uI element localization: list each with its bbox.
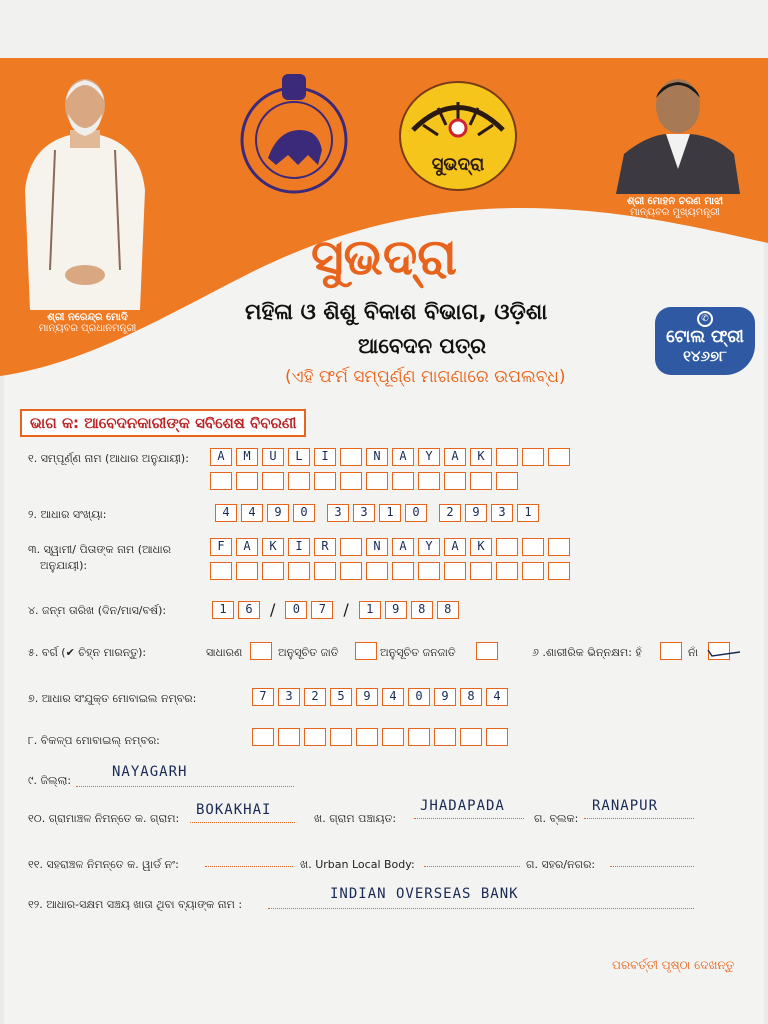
char-box[interactable] <box>522 538 544 556</box>
char-box[interactable]: 7 <box>311 601 333 619</box>
char-box[interactable]: 2 <box>439 504 461 522</box>
char-box[interactable]: Y <box>418 538 440 556</box>
char-box[interactable] <box>460 728 482 746</box>
ward-line <box>205 866 293 867</box>
section-a-heading: ଭାଗ କ: ଆବେଦନକାରୀଙ୍କ ସବିଶେଷ ବିବରଣୀ <box>20 409 306 437</box>
bank-value[interactable]: INDIAN OVERSEAS BANK <box>330 886 519 902</box>
char-box[interactable]: 0 <box>405 504 427 522</box>
char-box[interactable]: Y <box>418 448 440 466</box>
char-box[interactable]: N <box>366 448 388 466</box>
char-box[interactable]: F <box>210 538 232 556</box>
dob-label: ୪. ଜନ୍ମ ତାରିଖ (ଦିନ/ମାସ/ବର୍ଷ): <box>28 604 167 617</box>
char-box[interactable]: U <box>262 448 284 466</box>
district-line <box>76 786 294 787</box>
village-value[interactable]: BOKAKHAI <box>196 802 272 818</box>
aadhaar-group <box>215 504 315 522</box>
char-box[interactable] <box>470 562 492 580</box>
char-box[interactable] <box>548 448 570 466</box>
char-box[interactable] <box>314 472 336 490</box>
ulb-label: ଖ. Urban Local Body: <box>300 858 415 871</box>
category-label: ୫. ବର୍ଗ (✔ ଚିହ୍ନ ମାରନ୍ତୁ): <box>28 646 147 659</box>
char-box[interactable] <box>382 728 404 746</box>
village-line <box>190 822 295 823</box>
char-box[interactable] <box>340 448 362 466</box>
char-box[interactable] <box>340 472 362 490</box>
char-box[interactable]: 9 <box>385 601 407 619</box>
char-box[interactable]: A <box>444 448 466 466</box>
char-box[interactable] <box>522 562 544 580</box>
char-box[interactable]: 3 <box>278 688 300 706</box>
char-box[interactable]: 9 <box>465 504 487 522</box>
form-title: ସୁଭଦ୍ରା <box>310 228 458 286</box>
category-sc-checkbox[interactable] <box>355 642 377 660</box>
char-box[interactable] <box>288 472 310 490</box>
char-box[interactable]: 9 <box>434 688 456 706</box>
char-box[interactable]: A <box>444 538 466 556</box>
date-separator: / <box>270 600 276 619</box>
char-box[interactable] <box>470 472 492 490</box>
char-box[interactable] <box>392 472 414 490</box>
district-value[interactable]: NAYAGARH <box>112 764 188 780</box>
subhadra-logo: ସୁଭଦ୍ରା <box>398 80 518 192</box>
char-box[interactable]: 0 <box>285 601 307 619</box>
mobile-label: ୭. ଆଧାର ସଂଯୁକ୍ତ ମୋବାଇଲ ନମ୍ବର: <box>28 692 197 705</box>
rural-label: ୧୦. ଗ୍ରାମାଞ୍ଚଳ ନିମନ୍ତେ କ. ଗ୍ରାମ: <box>28 812 180 825</box>
char-box[interactable] <box>548 562 570 580</box>
toll-free-badge: ✆ ଟୋଲ ଫ୍ରୀ ୧୪୬୭୮ <box>655 307 755 375</box>
char-box[interactable]: 9 <box>267 504 289 522</box>
char-box[interactable]: 8 <box>411 601 433 619</box>
cm-caption: ଶ୍ରୀ ମୋହନ ଚରଣ ମାଝୀ ମାନ୍ୟବର ମୁଖ୍ୟମନ୍ତ୍ରୀ <box>626 196 724 218</box>
char-box[interactable]: R <box>314 538 336 556</box>
alt-mobile-label: ୮. ବିକଳ୍ପ ମୋବାଇଲ୍ ନମ୍ବର: <box>28 734 160 747</box>
char-box[interactable] <box>210 472 232 490</box>
char-box[interactable] <box>340 538 362 556</box>
char-box[interactable] <box>278 728 300 746</box>
char-box[interactable]: 7 <box>252 688 274 706</box>
disabled-no-check-mark-icon <box>704 642 744 662</box>
char-box[interactable]: 2 <box>304 688 326 706</box>
char-box[interactable]: I <box>314 448 336 466</box>
char-box[interactable]: 0 <box>408 688 430 706</box>
aadhaar-group <box>439 504 539 522</box>
char-box[interactable]: 4 <box>215 504 237 522</box>
husband-name-boxes[interactable] <box>210 538 570 556</box>
district-label: ୯. ଜିଲ୍ଲା: <box>28 774 72 787</box>
char-box[interactable]: A <box>210 448 232 466</box>
husband-name-boxes-line2[interactable] <box>210 562 570 580</box>
char-box[interactable] <box>444 472 466 490</box>
char-box[interactable] <box>236 472 258 490</box>
gp-line <box>414 818 524 819</box>
char-box[interactable] <box>288 562 310 580</box>
category-st-label: ଅନୁସୂଚିତ ଜନଜାତି <box>380 646 456 659</box>
city-line <box>610 866 694 867</box>
char-box[interactable]: 8 <box>460 688 482 706</box>
char-box[interactable] <box>304 728 326 746</box>
char-box[interactable]: A <box>236 538 258 556</box>
block-line <box>584 818 694 819</box>
char-box[interactable] <box>314 562 336 580</box>
bank-line <box>268 908 694 909</box>
char-box[interactable]: I <box>288 538 310 556</box>
char-box[interactable]: A <box>392 538 414 556</box>
see-next-page-note: ପରବର୍ତ୍ତୀ ପୃଷ୍ଠା ଦେଖନ୍ତୁ <box>612 958 735 972</box>
alt-mobile-boxes[interactable] <box>252 728 508 746</box>
aadhaar-group <box>327 504 427 522</box>
char-box[interactable] <box>356 728 378 746</box>
free-form-note: (ଏହି ଫର୍ମ ସମ୍ପୂର୍ଣ୍ଣ ମାଗଣାରେ ଉପଲବ୍ଧ) <box>285 367 566 387</box>
pm-caption: ଶ୍ରୀ ନରେନ୍ଦ୍ର ମୋଦି ମାନ୍ୟବର ପ୍ରଧାନମନ୍ତ୍ରୀ <box>38 312 137 334</box>
char-box[interactable]: 4 <box>486 688 508 706</box>
odisha-seal-icon <box>238 70 350 196</box>
char-box[interactable] <box>340 562 362 580</box>
char-box[interactable]: 4 <box>241 504 263 522</box>
dob-boxes[interactable] <box>212 600 459 619</box>
char-box[interactable] <box>418 562 440 580</box>
gp-label: ଖ. ଗ୍ରାମ ପଞ୍ଚାୟତ: <box>314 812 397 825</box>
name-label: ୧. ସମ୍ପୂର୍ଣ୍ଣ ନାମ (ଆଧାର ଅନୁଯାୟୀ): <box>28 452 189 465</box>
char-box[interactable]: K <box>262 538 284 556</box>
char-box[interactable]: 1 <box>212 601 234 619</box>
char-box[interactable] <box>408 728 430 746</box>
block-value[interactable]: RANAPUR <box>592 798 659 814</box>
char-box[interactable] <box>330 728 352 746</box>
category-st-checkbox[interactable] <box>476 642 498 660</box>
char-box[interactable]: M <box>236 448 258 466</box>
char-box[interactable]: 1 <box>359 601 381 619</box>
char-box[interactable]: 1 <box>379 504 401 522</box>
disabled-no-label: ନାଁ <box>688 646 699 659</box>
char-box[interactable] <box>418 472 440 490</box>
char-box[interactable]: 3 <box>327 504 349 522</box>
char-box[interactable] <box>366 562 388 580</box>
char-box[interactable]: 6 <box>238 601 260 619</box>
char-box[interactable] <box>496 562 518 580</box>
char-box[interactable] <box>434 728 456 746</box>
char-box[interactable]: 3 <box>491 504 513 522</box>
char-box[interactable] <box>548 538 570 556</box>
disabled-yes-checkbox[interactable] <box>660 642 682 660</box>
cm-portrait <box>616 74 740 194</box>
urban-label: ୧୧. ସହରାଞ୍ଚଳ ନିମନ୍ତେ କ. ୱାର୍ଡ ନଂ: <box>28 858 179 871</box>
bank-label: ୧୨. ଆଧାର-ସକ୍ଷମ ସଞ୍ଚୟ ଖାତା ଥିବା ବ୍ୟାଙ୍କ ନାମ : <box>28 898 243 911</box>
department-name: ମହିଳା ଓ ଶିଶୁ ବିକାଶ ବିଭାଗ, ଓଡ଼ିଶା <box>245 300 548 325</box>
char-box[interactable] <box>366 472 388 490</box>
char-box[interactable] <box>522 448 544 466</box>
aadhaar-label: ୨. ଆଧାର ସଂଖ୍ୟା: <box>28 508 107 521</box>
char-box[interactable]: 9 <box>356 688 378 706</box>
char-box[interactable] <box>496 472 518 490</box>
char-box[interactable]: A <box>392 448 414 466</box>
block-label: ଗ. ବ୍ଲକ: <box>534 812 579 825</box>
name-boxes-line2[interactable] <box>210 472 518 490</box>
char-box[interactable]: K <box>470 538 492 556</box>
category-sc-label: ଅନୁସୂଚିତ ଜାତି <box>278 646 339 659</box>
char-box[interactable]: L <box>288 448 310 466</box>
char-box[interactable]: K <box>470 448 492 466</box>
phone-icon: ✆ <box>697 311 713 327</box>
date-separator: / <box>343 600 349 619</box>
char-box[interactable]: 3 <box>353 504 375 522</box>
top-margin <box>0 0 768 58</box>
category-general-checkbox[interactable] <box>250 642 272 660</box>
char-box[interactable] <box>392 562 414 580</box>
ulb-line <box>424 866 520 867</box>
char-box[interactable]: 4 <box>382 688 404 706</box>
char-box[interactable] <box>262 472 284 490</box>
char-box[interactable] <box>262 562 284 580</box>
char-box[interactable] <box>496 448 518 466</box>
husband-name-label: ୩. ସ୍ୱାମୀ/ ପିତାଙ୍କ ନାମ (ଆଧାର ଅନୁଯାୟୀ): <box>28 543 171 572</box>
char-box[interactable] <box>236 562 258 580</box>
city-label: ଗ. ସହର/ନଗର: <box>526 858 596 871</box>
char-box[interactable]: 8 <box>437 601 459 619</box>
char-box[interactable] <box>444 562 466 580</box>
application-form-label: ଆବେଦନ ପତ୍ର <box>358 334 486 358</box>
char-box[interactable] <box>486 728 508 746</box>
name-boxes[interactable] <box>210 448 570 466</box>
category-general-label: ସାଧାରଣ <box>206 646 243 659</box>
char-box[interactable]: 5 <box>330 688 352 706</box>
disabled-label: ୬ .ଶାରୀରିକ ଭିନ୍ନକ୍ଷମ: ହଁ <box>532 646 642 659</box>
char-box[interactable]: 0 <box>293 504 315 522</box>
char-box[interactable] <box>252 728 274 746</box>
gp-value[interactable]: JHADAPADA <box>420 798 505 814</box>
aadhaar-boxes[interactable] <box>215 504 539 522</box>
char-box[interactable] <box>496 538 518 556</box>
char-box[interactable]: 1 <box>517 504 539 522</box>
mobile-boxes[interactable] <box>252 688 508 706</box>
char-box[interactable] <box>210 562 232 580</box>
char-box[interactable]: N <box>366 538 388 556</box>
